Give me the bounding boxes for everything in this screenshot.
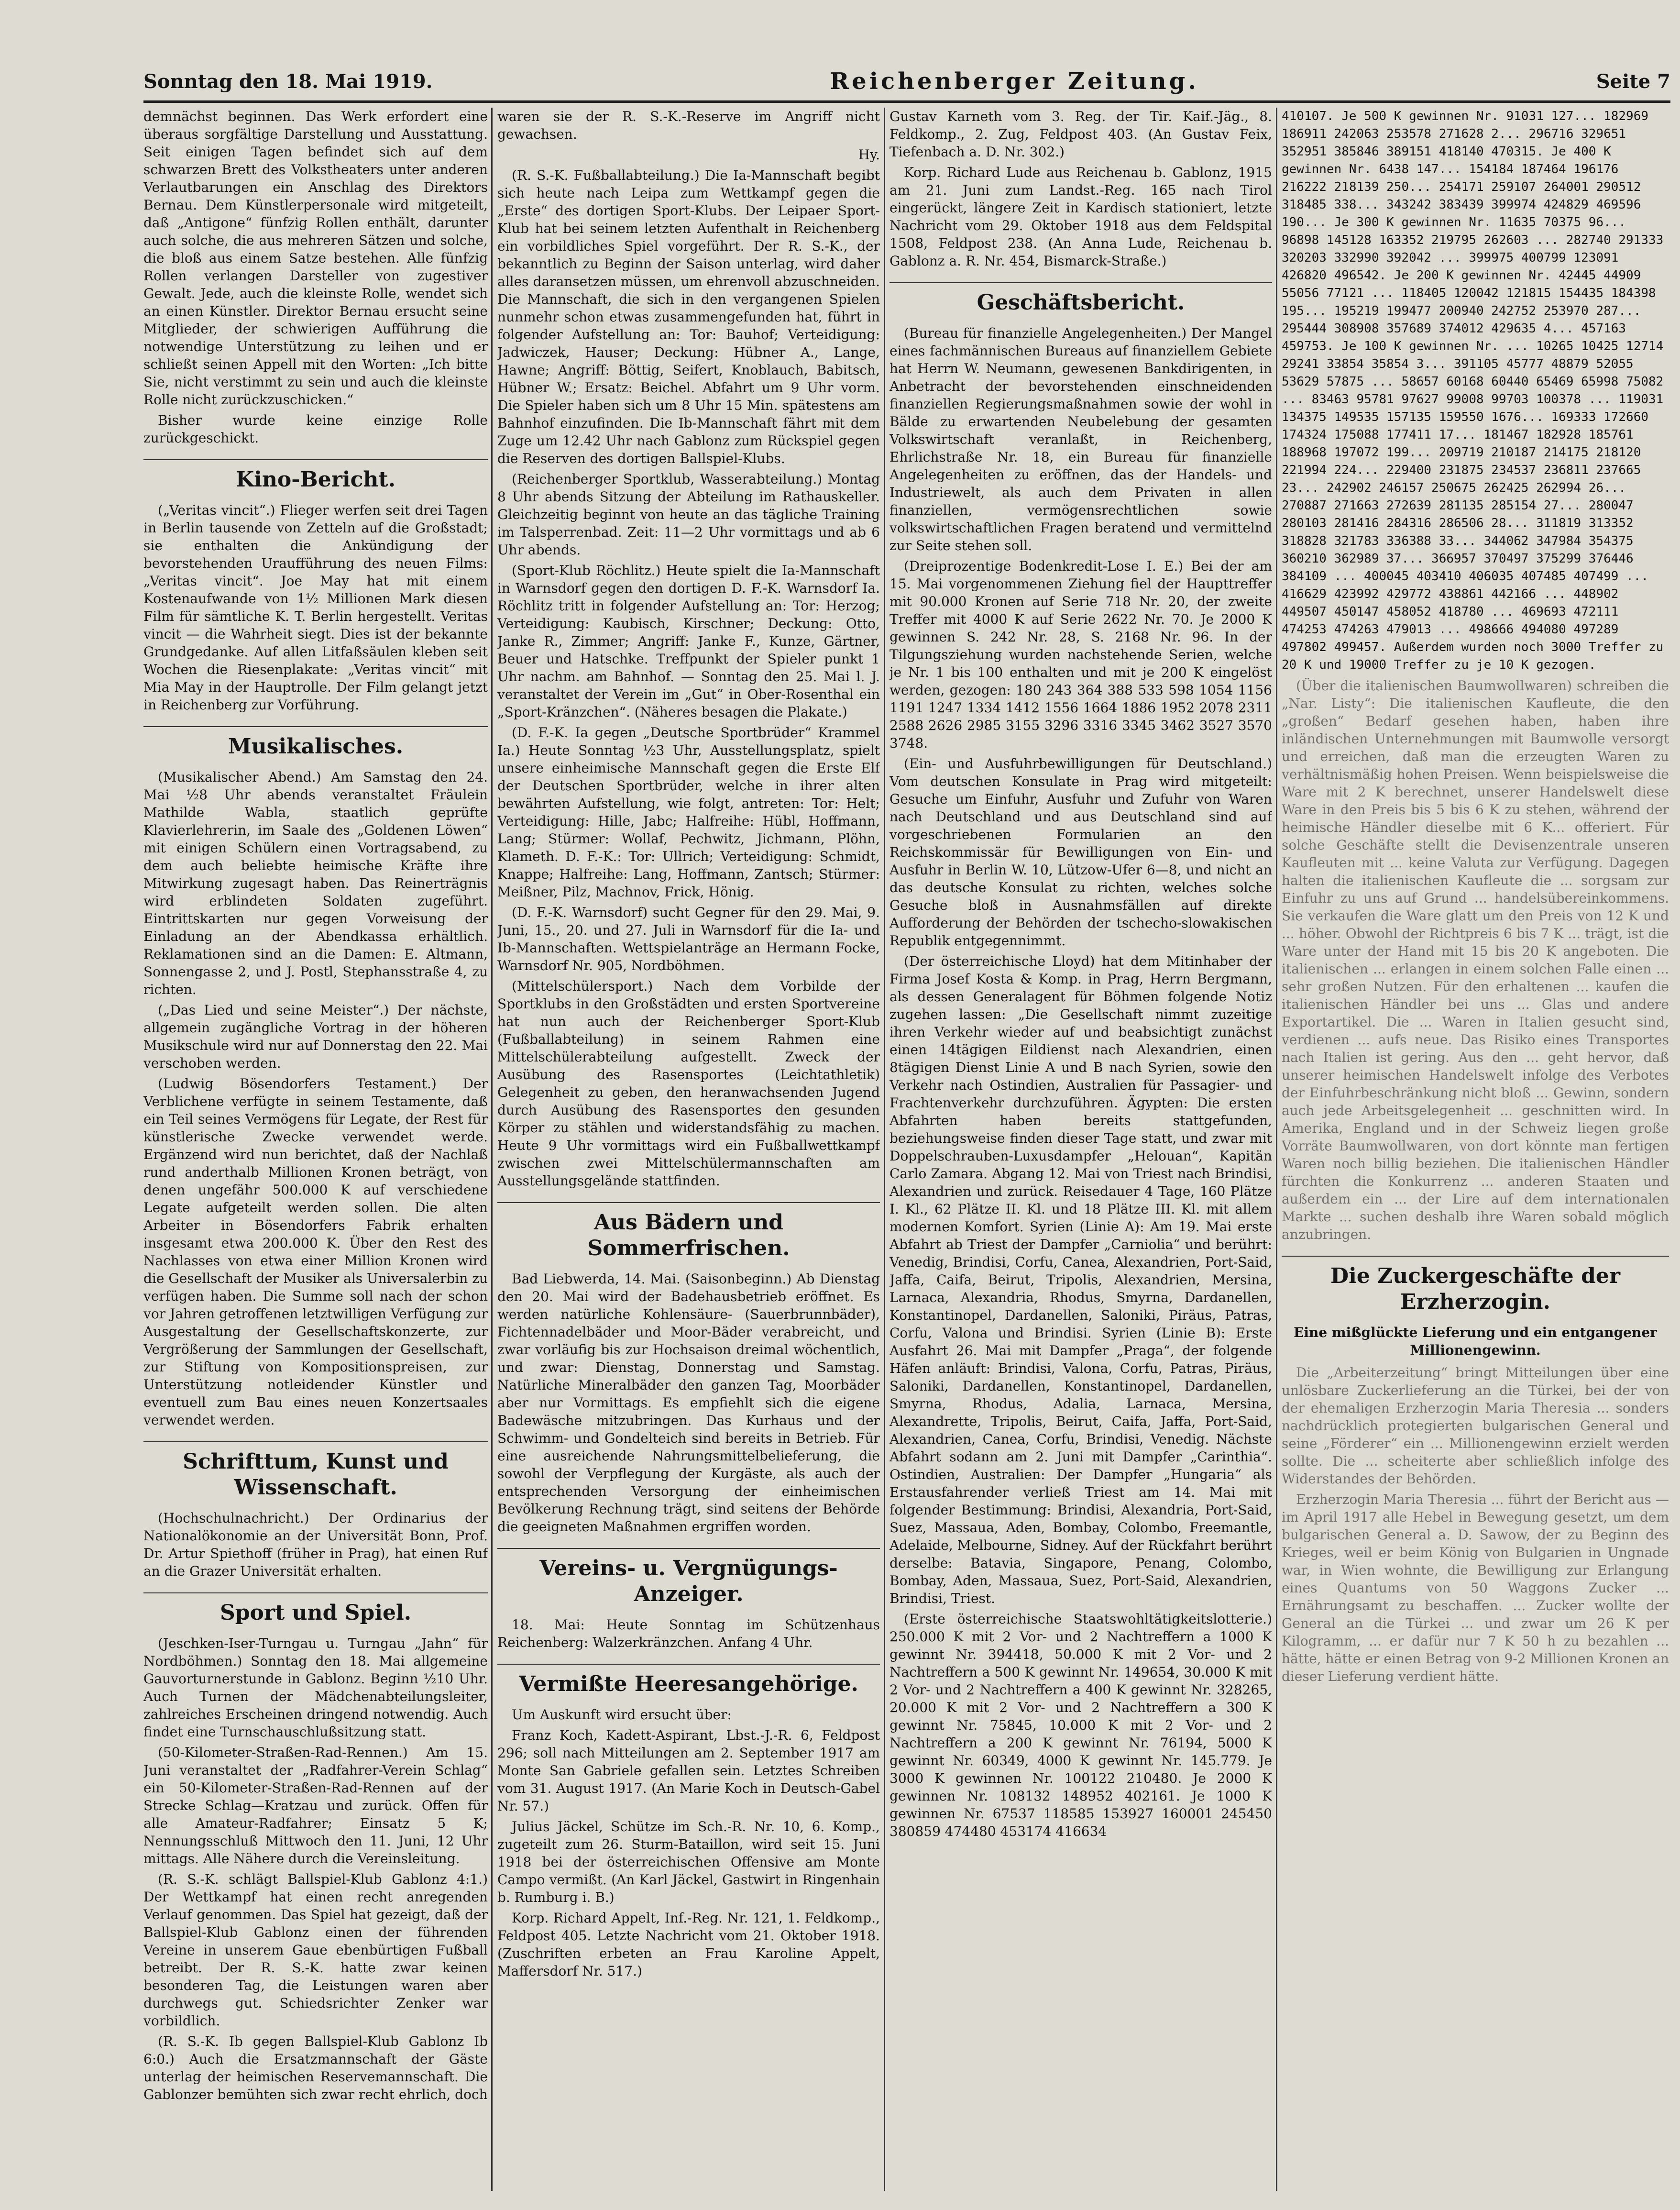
column-rule [1276,108,1277,2191]
article-text: (Bureau für finanzielle Angelegenheiten.) Der Mangel eines fachmännischen Bureaus auf finanziellem Gebiete hat Herrn W. Neumann, gewesenen Bankdirigenten, in Anbetracht der bevorstehenden einschneidenden finanziellen Regierungsmaßnahmen sowie der wohl in Bälde zu erwartenden Neubelebung der gesamten Volkswirtschaft veranlaßt, in Reichenberg, Ehrlichstraße Nr. 18, ein Bureau für finanzielle Angelegenheiten zu eröffnen, das der Handels- und Industriewelt, als auch dem Privaten in allen finanziellen, vermögensrechtlichen sowie volkswirtschaftlichen Fragen beratend und vermittelnd zur Seite stehen soll. [889,325,1272,553]
article-text: Bad Liebwerda, 14. Mai. (Saisonbeginn.) Ab Dienstag den 20. Mai wird der Badehausbetrieb eröffnet. Es werden natürliche Kohlensäure- (Sauerbrunnbäder), Fichtennadelbäder und Moor-Bäder verabreicht, und zwar vorläufig bis zur Hochsaison dreimal wöchentlich, und zwar: Dienstag, Donnerstag und Samstag. Natürliche Mineralbäder den ganzen Tag, Moorbäder aber nur Vormittags. Es empfiehlt sich die eigene Badewäsche mitzubringen. Das Kurhaus und der Schwimm- und Gondelteich sind bereits in Betrieb. Für eine ausreichende Nahrungsmittelbelieferung, die sowohl der Verpflegung der Kurgäste, als auch der entsprechenden Versorgung der einheimischen Bevölkerung Rechnung trägt, sind seitens der Behörde die geeigneten Maßnahmen ergriffen worden. [497,1271,880,1535]
article-text: (D. F.-K. Ia gegen „Deutsche Sportbrüder“ Krammel Ia.) Heute Sonntag ½3 Uhr, Ausstellungsplatz, spielt unsere einheimische Mannschaft gegen die Erste Elf der Deutschen Sportbrüder, welche in ihrer alten bewährten Aufstellung, wie folgt, antreten: Tor: Helt; Verteidigung: Hille, Jabc; Halfreihe: Hübl, Hoffmann, Lang; Stürmer: Wollaf, Pechwitz, Jichmann, Plöhn, Klameth. D. F.-K.: Tor: Ullrich; Verteidigung: Schmidt, Knappe; Halfreihe: Lang, Hoffmann, Zantsch; Stürmer: Meißner, Pilz, Machnov, Frick, Hönig. [497,725,880,900]
section-heading-sport: Sport und Spiel. [143,1592,488,1626]
article-subheading: Eine mißglückte Lieferung und ein entgangener Millionengewinn. [1294,1325,1657,1358]
column-rule [884,108,885,2191]
article-text: waren sie der R. S.-K.-Reserve im Angriff nicht gewachsen. [497,109,880,142]
article-text: (Über die italienischen Baumwollwaren) schreiben die „Nar. Listy“: Die italienischen Kaufleute, die den „großen“ Bedarf gesehen haben, haben ihre inländischen Unternehmungen mit Baumwolle versorgt und erreichen, daß man die erzeugten Waren zu verhältnismäßig hohen Preisen. Wenn beispielsweise die Ware mit 2 K berechnet, unserer Handelswelt diese Ware in den Preis bis 5 bis 6 K zu stehen, während der heimische Händler dieselbe mit 6 K... offeriert. Für solche Geschäfte stellt die Devisenzentrale unseren Kaufleuten mit ... keine Valuta zur Verfügung. Dagegen halten die italienischen Kaufleute die ... sorgsam zur Einfuhr zu uns auf Grund ... handelsübereinkommens. Sie verkaufen die Ware glatt um den Preis von 12 K und ... höher. Obwohl der Richtpreis 6 bis 7 K ... trägt, ist die Ware unter der Hand mit 15 bis 20 K angeboten. Die italienischen ... erlangen in einem solchen Falle einen ... sehr großen Nutzen. Für den erhaltenen ... kaufen die italienischen Händler bei uns ... Glas und andere Exportartikel. Die ... Waren in Italien gesucht sind, verdienen ... aufs neue. Das Risiko eines Transportes nach Italien ist gering. Aus den ... geht hervor, daß unserer heimischen Handelswelt infolge des Verbotes der Einfuhrbeschränkung nicht bloß ... Gewinn, sondern auch jede Arbeitsgelegenheit ... geschnitten wird. In Amerika, England und in der Schweiz liegen große Vorräte Baumwollwaren, von dort könnte man fertigen Waren noch billig beziehen. Die italienischen Händler fürchten die Konkurrenz ... anderen Staaten und außerdem ein ... der Lire auf dem internationalen Markte ... suchen deshalb ihre Waren sobald möglich anzubringen. [1282,678,1669,1242]
section-heading-zucker: Die Zuckergeschäfte der Erzherzogin. [1282,1256,1669,1315]
article-text: Bisher wurde keine einzige Rolle zurückgeschickt. [143,412,488,446]
article-text: Korp. Richard Lude aus Reichenau b. Gablonz, 1915 am 21. Juni zum Landst.-Reg. 165 nach Tirol eingerückt, längere Zeit in Kardisch stationiert, letzte Nachricht vom 29. Oktober 1918 aus dem Feldspital 1508, Feldpost 238. (An Anna Lude, Reichenau b. Gablonz a. R. Nr. 454, Bismarck-Straße.) [889,165,1272,269]
section-heading-schrifttum: Schrifttum, Kunst und Wissenschaft. [143,1441,488,1501]
section-heading-kino: Kino-Bericht. [143,459,488,493]
section-heading-verein: Vereins- u. Vergnügungs-Anzeiger. [497,1548,880,1607]
article-text: Franz Koch, Kadett-Aspirant, Lbst.-J.-R. 6, Feldpost 296; soll nach Mitteilungen am 2. September 1917 am Monte San Gabriele gefallen sein. Letztes Schreiben vom 31. August 1917. (An Marie Koch in Deutsch-Gabel Nr. 57.) [497,1727,880,1814]
article-text: (D. F.-K. Warnsdorf) sucht Gegner für den 29. Mai, 9. Juni, 15., 20. und 27. Juli in Warnsdorf für die Ia- und Ib-Mannschaften. Wettspielanträge an Hermann Focke, Warnsdorf Nr. 905, Nordböhmen. [497,905,880,973]
article-text: Korp. Richard Appelt, Inf.-Reg. Nr. 121, 1. Feldkomp., Feldpost 405. Letzte Nachricht vom 21. Oktober 1918. (Zuschriften erbeten an Frau Karoline Appelt, Maffersdorf Nr. 517.) [497,1910,880,1979]
article-text: Die „Arbeiterzeitung“ bringt Mitteilungen über eine unlösbare Zuckerlieferung an die Türkei, bei der von der ehemaligen Erzherzogin Maria Theresia ... sonders nachdrücklich protegierten bulgarischen General und seine „Förderer“ ein ... Millionengewinn erzielt werden sollte. Die ... scheiterte aber schließlich infolge des Widerstandes der Behörden. [1282,1365,1669,1487]
header-date: Sonntag den 18. Mai 1919. [143,70,433,93]
article-text: Um Auskunft wird ersucht über: [512,1707,732,1723]
article-text: (Sport-Klub Röchlitz.) Heute spielt die Ia-Mannschaft in Warnsdorf gegen den dortigen D. F.-K. Warnsdorf Ia. Röchlitz tritt in folgender Aufstellung an: Tor: Herzog; Verteidigung: Kaubisch, Kirschner; Deckung: Otto, Janke R., Zimmer; Angriff: Janke F., Kunze, Gärtner, Beuer und Hatschke. Treffpunkt der Spieler punkt 1 Uhr nachm. am Bahnhof. — Sonntag den 25. Mai l. J. veranstaltet der Verein im „Gut“ in Ober-Rosenthal ein „Sport-Kränzchen“. (Näheres besagen die Plakate.) [497,563,880,720]
article-text: (R. S.-K. schlägt Ballspiel-Klub Gablonz 4:1.) Der Wettkampf hat einen recht anregenden Verlauf genommen. Das Spiel hat gezeigt, daß der Ballspiel-Klub Gablonz einen der führenden Vereine in unserem Gaue ebenbürtigen Fußball betreibt. Der R. S.-K. hatte zwar keinen besonderen Tag, die Leistungen waren aber durchwegs gut. Schiedsrichter Zenker war vorbildlich. [143,1871,488,2029]
article-text: („Veritas vincit“.) Flieger werfen seit drei Tagen in Berlin tausende von Zetteln auf die Großstadt; sie enthalten die Ankündigung der bevorstehenden Uraufführung des neuen Films: „Veritas vincit“. Joe May hat mit einem Kostenaufwande von 1½ Millionen Mark diesen Film für sämtliche K. T. Berlin hergestellt. Veritas vincit — die Wahrheit siegt. Dies ist der bekannte Grundgedanke. Auf allen Litfaßsäulen kleben seit Wochen die Riesenplakate: „Veritas vincit“ mit Mia May in der Hauptrolle. Der Film gelangt jetzt in Reichenberg zur Vorführung. [143,502,488,713]
article-text: Gustav Karneth vom 3. Reg. der Tir. Kaif.-Jäg., 8. Feldkomp., 2. Zug, Feldpost 403. (An Gustav Feix, Tiefenbach a. D. Nr. 302.) [889,109,1272,160]
page-number: Seite 7 [1596,70,1670,93]
masthead: Reichenberger Zeitung. [830,68,1199,95]
column-3 [889,108,1272,2191]
article-text: Julius Jäckel, Schütze im Sch.-R. Nr. 10, 6. Komp., zugeteilt zum 26. Sturm-Bataillon, wird seit 15. Juni 1918 bei der österreichischen Offensive am Monte Campo vermißt. (An Karl Jäckel, Gastwirt in Ringenhain b. Rumburg i. B.) [497,1819,880,1905]
article-text: (Hochschulnachricht.) Der Ordinarius der Nationalökonomie an der Universität Bonn, Prof. Dr. Artur Spiethoff (früher in Prag), hat einen Ruf an die Grazer Universität erhalten. [143,1510,488,1579]
article-text: Erzherzogin Maria Theresia ... führt der Bericht aus — im April 1917 alle Hebel in Bewegung gesetzt, um dem bulgarischen General a. D. Sawow, der zu Beginn des Krieges, weil er beim König von Bulgarien in Ungnade war, in Wien wohnte, die Bewilligung zur Erlangung eines Quantums von 50 Waggons Zucker ... Ernährungsamt zu beschaffen. ... Zucker wollte der General an die Türkei ... und zwar um 26 K per Kilogramm, ... er dafür nur 7 K 50 h zu bezahlen ... hätte, hätte er einen Betrag von 9-2 Millionen Kronen an dieser Lieferung verdient hätte. [1282,1492,1669,1684]
article-text: (Musikalischer Abend.) Am Samstag den 24. Mai ½8 Uhr abends veranstaltet Fräulein Mathilde Wabla, staatlich geprüfte Klavierlehrerin, im Saale des „Goldenen Löwen“ mit einigen Schülern einen Vortragsabend, zu dem auch beliebte heimische Kräfte ihre Mitwirkung zugesagt haben. Das Reinerträgnis wird erblindeten Soldaten zugeführt. Eintrittskarten nur gegen Vorweisung der Einladung an der Abendkassa erhältlich. Reklamationen sind an die Damen: E. Altmann, Sonnengasse 2, und J. Postl, Stephansstraße 4, zu richten. [143,769,488,997]
column-1 [143,108,488,2191]
article-text: (Jeschken-Iser-Turngau u. Turngau „Jahn“ für Nordböhmen.) Sonntag den 18. Mai allgemeine Gauvorturnerstunde in Gablonz. Beginn ½10 Uhr. Auch Turnen der Mädchenabteilungsleiter, zahlreiches Erscheinen dringend notwendig. Auch findet eine Turnschauschlußsitzung statt. [143,1635,488,1740]
article-text: (Ludwig Bösendorfers Testament.) Der Verblichene verfügte in seinem Testamente, daß ein Teil seines Vermögens für Legate, der Rest für künstlerische Zwecke verwendet werde. Ergänzend wird nun berichtet, daß der Nachlaß rund anderthalb Millionen Kronen beträgt, von denen ungefähr 500.000 K auf verschiedene Legate aufgeteilt werden sollen. Die alten Arbeiter in Bösendorfers Fabrik erhalten insgesamt etwa 200.000 K. Über den Rest des Nachlasses von etwa einer Million Kronen wird die Gesellschaft der Musiker als Universalerbin zu verfügen haben. Die Summe soll nach der schon vor Jahren getroffenen letztwilligen Verfügung zur Ausgestaltung der Gesellschaftskonzerte, zur Vergrößerung der Sammlungen der Gesellschaft, zur Stiftung von Kompositionspreisen, zur Unterstützung notleidender Künstler und eventuell zum Bau eines neuen Konzertsaales verwendet werden. [143,1076,488,1428]
page-header [143,62,1670,103]
column-4 [1282,108,1669,2191]
article-text: (R. S.-K. Fußballabteilung.) Die Ia-Mannschaft begibt sich heute nach Leipa zum Wettkampf gegen die „Erste“ des dortigen Sport-Klubs. Der Leipaer Sport-Klub hat bei seinem letzten Aufenthalt in Reichenberg ein vorbildliches Spiel vorgeführt. Der R. S.-K., der bekanntlich zu Beginn der Saison unterlag, wird daher alles daransetzen müssen, um ehrenvoll abzuschneiden. Die Mannschaft, die sich in den vergangenen Spielen nunmehr schon etwas zusammengefunden hat, führt in folgender Aufstellung an: Tor: Bauhof; Verteidigung: Jadwiczek, Hauser; Deckung: Hübner A., Lange, Hawne; Angriff: Böttig, Seifert, Knoblauch, Babitsch, Hübner W.; Ersatz: Beichel. Abfahrt um 9 Uhr vorm. Die Spieler haben sich um 8 Uhr 15 Min. spätestens am Bahnhof einzufinden. Die Ib-Mannschaft fährt mit dem Zuge um 12.42 Uhr nach Gablonz zum Rückspiel gegen die Reserven des dortigen Ballspiel-Klubs. [497,167,880,466]
column-2 [497,108,880,2191]
article-text: (Reichenberger Sportklub, Wasserabteilung.) Montag 8 Uhr abends Sitzung der Abteilung im Rathauskeller. Gleichzeitig beginnt von heute an das tägliche Training im Talsperrenbad. Zeit: 11—2 Uhr vormittags und ab 6 Uhr abends. [497,471,880,558]
column-rule [491,108,493,2191]
article-text: (Der österreichische Lloyd) hat dem Mitinhaber der Firma Josef Kosta & Komp. in Prag, Herrn Bergmann, als dessen Generalagent für Böhmen folgende Notiz zugehen lassen: „Die Gesellschaft nimmt zuzeitige ihren Verkehr wieder auf und beabsichtigt zunächst einen 14tägigen Eildienst nach Alexandrien, einen 8tägigen Dienst Linie A und B nach Syrien, sowie den Verkehr nach Ostindien, Australien für Passagier- und Frachtenverkehr durchzuführen. Ägypten: Die ersten Abfahrten haben bereits stattgefunden, beziehungsweise finden dieser Tage statt, und zwar mit Doppelschrauben-Luxusdampfer „Helouan“, Kapitän Carlo Zamara. Abgang 12. Mai von Triest nach Brindisi, Alexandrien und zurück. Reisedauer 4 Tage, 160 Plätze I. Kl., 62 Plätze II. Kl. und 18 Plätze III. Kl. mit allem modernen Komfort. Syrien (Linie A): Am 19. Mai erste Abfahrt ab Triest der Dampfer „Carniolia“ und berührt: Venedig, Brindisi, Corfu, Canea, Alexandrien, Port-Said, Jaffa, Caifa, Beirut, Tripolis, Alexandrien, Mersina, Larnaca, Alexandria, Rhodus, Smyrna, Dardanellen, Konstantinopel, Dardanellen, Saloniki, Piräus, Patras, Corfu, Valona und Brindisi. Syrien (Linie B): Erste Ausfahrt 26. Mai mit Dampfer „Praga“, der folgende Häfen anläuft: Brindisi, Valona, Corfu, Patras, Piräus, Saloniki, Dardanellen, Konstantinopel, Dardanellen, Smyrna, Rhodus, Adalia, Larnaca, Mersina, Alexandrette, Tripolis, Beirut, Caifa, Jaffa, Port-Said, Alexandrien, Canea, Corfu, Brindisi, Venedig. Nächste Abfahrt sodann am 2. Juni mit Dampfer „Carinthia“. Ostindien, Australien: Der Dampfer „Hungaria“ als Erstausfahrender verließ Triest am 14. Mai mit folgender Bestimmung: Brindisi, Alexandria, Port-Said, Suez, Massaua, Aden, Bombay, Colombo, Freemantle, Adelaide, Melbourne, Sidney. Auf der Rückfahrt berührt derselbe: Batavia, Singapore, Penang, Colombo, Bombay, Aden, Massaua, Suez, Port-Said, Alexandrien, Brindisi, Triest. [889,953,1272,1606]
article-text: 18. Mai: Heute Sonntag im Schützenhaus Reichenberg: Walzerkränzchen. Anfang 4 Uhr. [497,1617,880,1650]
article-text: (Mittelschülersport.) Nach dem Vorbilde der Sportklubs in den Großstädten und ersten Sportvereine hat nun auch der Reichenberger Sport-Klub (Fußballabteilung) in seinem Rahmen eine Mittelschülerabteilung aufgestellt. Zweck der Ausübung des Rasensportes (Leichtathletik) Gelegenheit zu geben, den heranwachsenden Jugend durch Ausübung des Rasensportes den gesunden Körper zu stählen und widerstandsfähig zu machen. Heute 9 Uhr vormittags wird ein Fußballwettkampf zwischen zwei Mittelschülermannschaften am Ausstellungsgelände stattfinden. [497,978,880,1189]
article-text: (Ein- und Ausfuhrbewilligungen für Deutschland.) Vom deutschen Konsulate in Prag wird mitgeteilt: Gesuche um Einfuhr, Ausfuhr und Zufuhr von Waren nach Deutschland und aus Deutschland sind auf vorgeschriebenen Formularien an den Reichskommissär für Bewilligungen von Ein- und Ausfuhr in Berlin W. 10, Lützow-Ufer 6—8, und nicht an das deutsche Konsulat zu richten, welches solche Gesuche bloß in Ausnahmsfällen auf direkte Aufforderung der Behörden der tschecho-slowakischen Republik entgegennimmt. [889,756,1272,949]
section-heading-musik: Musikalisches. [143,726,488,760]
author-signature: Hy. [858,147,880,163]
article-text: (Erste österreichische Staatswohltätigkeitslotterie.) 250.000 K mit 2 Vor- und 2 Nachtreffern a 1000 K gewinnt Nr. 394418, 50.000 K mit 2 Vor- und 2 Nachtreffern a 500 K gewinnt Nr. 149654, 30.000 K mit 2 Vor- und 2 Nachtreffern a 400 K gewinnt Nr. 328265, 20.000 K mit 2 Vor- und 2 Nachtreffern a 300 K gewinnt Nr. 75845, 10.000 K mit 2 Vor- und 2 Nachtreffern a 200 K gewinnt Nr. 76194, 5000 K gewinnt Nr. 60349, 4000 K gewinnt Nr. 145.779. Je 3000 K gewinnen Nr. 100122 210480. Je 2000 K gewinnen Nr. 108132 148952 402161. Je 1000 K gewinnen Nr. 67537 118585 153927 160001 245450 380859 474480 453174 416634 [889,1611,1272,1839]
article-text: (50-Kilometer-Straßen-Rad-Rennen.) Am 15. Juni veranstaltet der „Radfahrer-Verein Schlag“ ein 50-Kilometer-Straßen-Rad-Rennen auf der Strecke Schlag—Kratzau und zurück. Offen für alle Amateur-Radfahrer; Einsatz 5 K; Nennungsschluß Mittwoch den 11. Juni, 12 Uhr mittags. Alle Nähere durch die Vereinsleitung. [143,1745,488,1867]
article-text: (R. S.-K. Ib gegen Ballspiel-Klub Gablonz Ib 6:0.) Auch die Ersatzmannschaft der Gäste unterlag der heimischen Reservemannschaft. Die Gablonzer bemühten sich zwar recht ehrlich, doch [143,2033,488,2102]
lottery-number-list: 410107. Je 500 K gewinnen Nr. 91031 127... 182969 186911 242063 253578 271628 2... 296716 329651 352951 385846 389151 418140 470315. Je 400 K gewinnen Nr. 6438 147... 154184 187464 196176 216222 218139 250... 254171 259107 264001 290512 318485 338... 343242 383439 399974 424829 469596 190... Je 300 K gewinnen Nr. 11635 70375 96... 96898 145128 163352 219795 262603 ... 282740 291333 320203 332990 392042 ... 399975 400799 123091 426820 496542. Je 200 K gewinnen Nr. 42445 44909 55056 77121 ... 118405 120042 121815 154435 184398 195... 195219 199477 200940 242752 253970 287... 295444 308908 357689 374012 429635 4... 457163 459753. Je 100 K gewinnen Nr. ... 10265 10425 12714 29241 33854 35854 3... 391105 45777 48879 52055 53629 57875 ... 58657 60168 60440 65469 65998 75082 ... 83463 95781 97627 99008 99703 100378 ... 119031 134375 149535 157135 159550 1676... 169333 172660 174324 175088 177411 17... 181467 182928 185761 188968 197072 199... 209719 210187 214175 218120 221994 224... 229400 231875 234537 236811 237665 23... 242902 246157 250675 262425 262994 26... 270887 271663 272639 281135 285154 27... 280047 280103 281416 284316 286506 28... 311819 313352 318828 321783 336388 33... 344062 347984 354375 360210 362989 37... 366957 370497 375299 376446 384109 ... 400045 403410 406035 407485 407499 ... 416629 423992 429772 438861 442166 ... 448902 449507 450147 458052 418780 ... 469693 472111 474253 474263 479013 ... 498666 494080 497289 497802 499457. Außerdem wurden noch 3000 Treffer zu 20 K und 19000 Treffer zu je 10 K gezogen. [1282,109,1664,672]
section-heading-vermisste: Vermißte Heeresangehörige. [497,1664,880,1697]
article-text: („Das Lied und seine Meister“.) Der nächste, allgemein zugängliche Vortrag in der höheren Musikschule wird nur auf Donnerstag den 22. Mai verschoben werden. [143,1002,488,1071]
section-heading-baeder: Aus Bädern und Sommerfrischen. [497,1202,880,1261]
article-text: demnächst beginnen. Das Werk erfordert eine überaus sorgfältige Darstellung und Ausstattung. Seit einigen Tagen befindet sich auf dem schwarzen Brett des Volkstheaters unter anderen Verlautbarungen ein Anschlag des Direktors Bernau. Dem Künstlerpersonale wird mitgeteilt, daß „Antigone“ fünfzig Rollen enthält, darunter auch solche, die aus mehreren Sätzen und solche, die bloß aus einem Satze bestehen. Alle fünfzig Rollen verlangen Darsteller von zugestiver Gewalt. Jede, auch die kleinste Rolle, wendet sich an einen Künstler. Direktor Bernau ersucht seine Mitglieder, der schwierigen Aufführung die notwendige Unterstützung zu leihen und er schließt seinen Appell mit den Worten: „Ich bitte Sie, nicht verstimmt zu sein und auch die kleinste Rolle nicht zurückzuschicken.“ [143,109,488,408]
article-text: (Dreiprozentige Bodenkredit-Lose I. E.) Bei der am 15. Mai vorgenommenen Ziehung fiel der Haupttreffer mit 90.000 Kronen auf Serie 718 Nr. 20, der zweite Treffer mit 4000 K auf Serie 2622 Nr. 70. Je 2000 K gewinnen S. 242 Nr. 28, S. 2168 Nr. 96. In der Tilgungsziehung wurden nachstehende Serien, welche je Nr. 1 bis 100 enthalten und mit je 200 K eingelöst werden, gezogen: 180 243 364 388 533 598 1054 1156 1191 1247 1334 1412 1556 1664 1886 1952 2078 2311 2588 2626 2985 3155 3296 3316 3345 3462 3527 3570 3748. [889,558,1272,751]
section-heading-geschaeftsbericht: Geschäftsbericht. [889,282,1272,316]
